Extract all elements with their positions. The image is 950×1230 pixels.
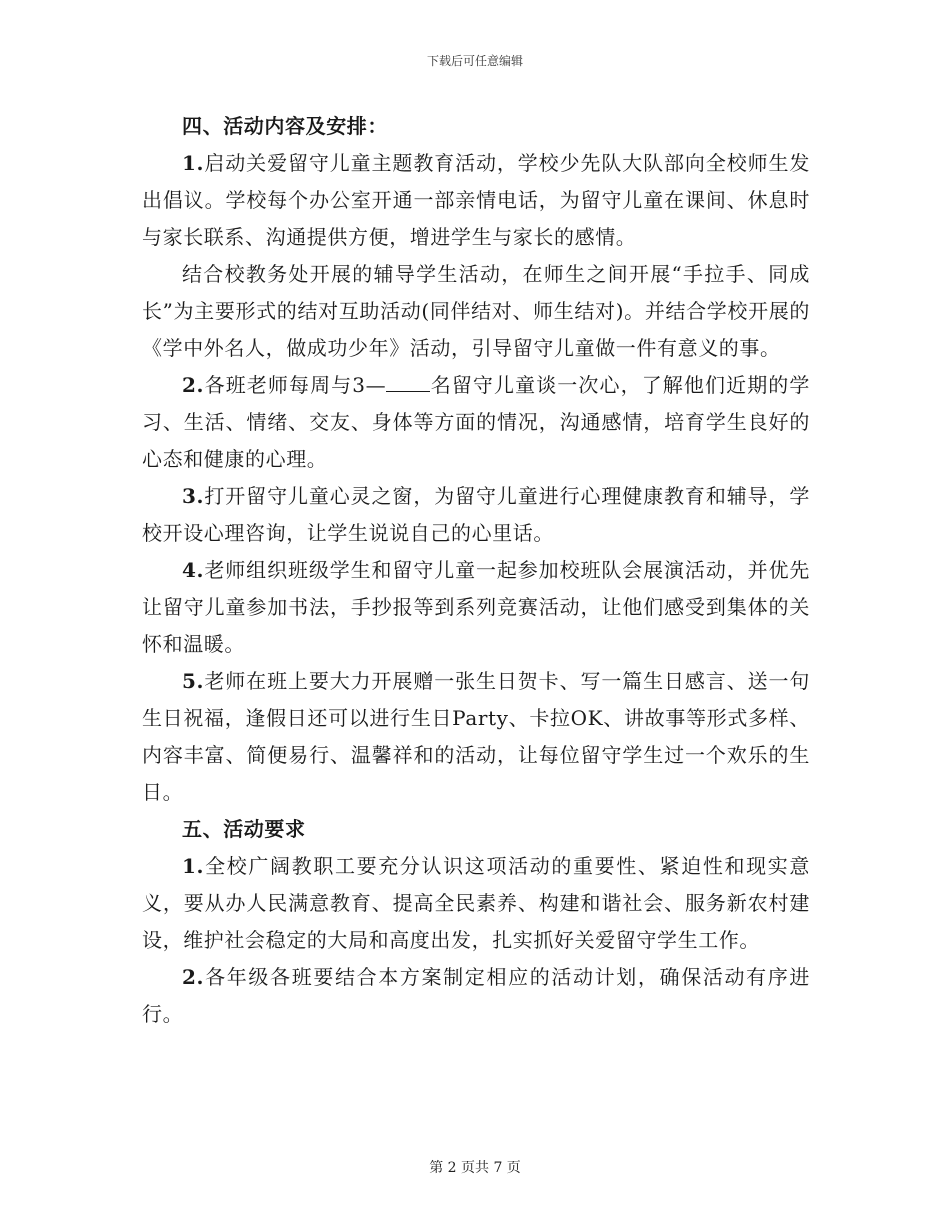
paragraph-5-1 xyxy=(142,848,810,959)
paragraph-text: 结合校教务处开展的辅导学生活动，在师生之间开展“手拉手、同成长”为主要形式的结对互助活动(同伴结对、师生结对)。并结合学校开展的《学中外名人，做成功少年》活动，引导留守儿童做一件有意义的事。 xyxy=(142,262,810,360)
paragraph-text: 打开留守儿童心灵之窗，为留守儿童进行心理健康教育和辅导，学校开设心理咨询，让学生说说自己的心里话。 xyxy=(142,484,810,545)
paragraph-4-4 xyxy=(142,552,810,663)
paragraph-text: 老师组织班级学生和留守儿童一起参加校班队会展演活动，并优先让留守儿童参加书法，手抄报等到系列竞赛活动，让他们感受到集体的关怀和温暖。 xyxy=(142,558,810,656)
section-heading-4: 四、活动内容及安排： xyxy=(182,114,388,138)
page-footer: 第 2 页共 7 页 xyxy=(429,1160,521,1176)
paragraph-4-2 xyxy=(142,367,810,478)
paragraph-4-3 xyxy=(142,478,810,552)
item-number: 5. xyxy=(182,669,205,693)
paragraph-4-5 xyxy=(142,663,810,811)
paragraph-text: 各班老师每周与3— xyxy=(204,373,387,397)
document-body xyxy=(142,108,810,1033)
paragraph-4-1 xyxy=(142,145,810,256)
page-header: 下载后可任意编辑 xyxy=(426,54,523,68)
paragraph-4-1b xyxy=(142,256,810,367)
paragraph-5-2 xyxy=(142,959,810,1033)
paragraph-text: 启动关爱留守儿童主题教育活动，学校少先队大队部向全校师生发出倡议。学校每个办公室开通一部亲情电话，为留守儿童在课间、休息时与家长联系、沟通提供方便，增进学生与家长的感情。 xyxy=(142,151,810,249)
item-number: 1. xyxy=(182,854,205,878)
paragraph-text: 名留守儿童谈一次心，了解他们近期的学习、生活、情绪、交友、身体等方面的情况，沟通感情，培育学生良好的心态和健康的心理。 xyxy=(142,373,810,471)
paragraph-text: 各年级各班要结合本方案制定相应的活动计划，确保活动有序进行。 xyxy=(142,965,810,1026)
fill-in-blank xyxy=(386,373,430,392)
item-number: 3. xyxy=(182,484,205,508)
item-number: 4. xyxy=(182,558,205,582)
item-number: 2. xyxy=(182,965,205,989)
section-heading-5: 五、活动要求 xyxy=(182,817,306,841)
item-number: 1. xyxy=(182,151,205,175)
paragraph-text: 老师在班上要大力开展赠一张生日贺卡、写一篇生日感言、送一句生日祝福，逢假日还可以进行生日Party、卡拉OK、讲故事等形式多样、内容丰富、简便易行、温馨祥和的活动，让每位留守学生过一个欢乐的生日。 xyxy=(142,669,810,804)
item-number: 2. xyxy=(182,373,205,397)
paragraph-text: 全校广阔教职工要充分认识这项活动的重要性、紧迫性和现实意义，要从办人民满意教育、提高全民素养、构建和谐社会、服务新农村建设，维护社会稳定的大局和高度出发，扎实抓好关爱留守学生工作。 xyxy=(142,854,810,952)
